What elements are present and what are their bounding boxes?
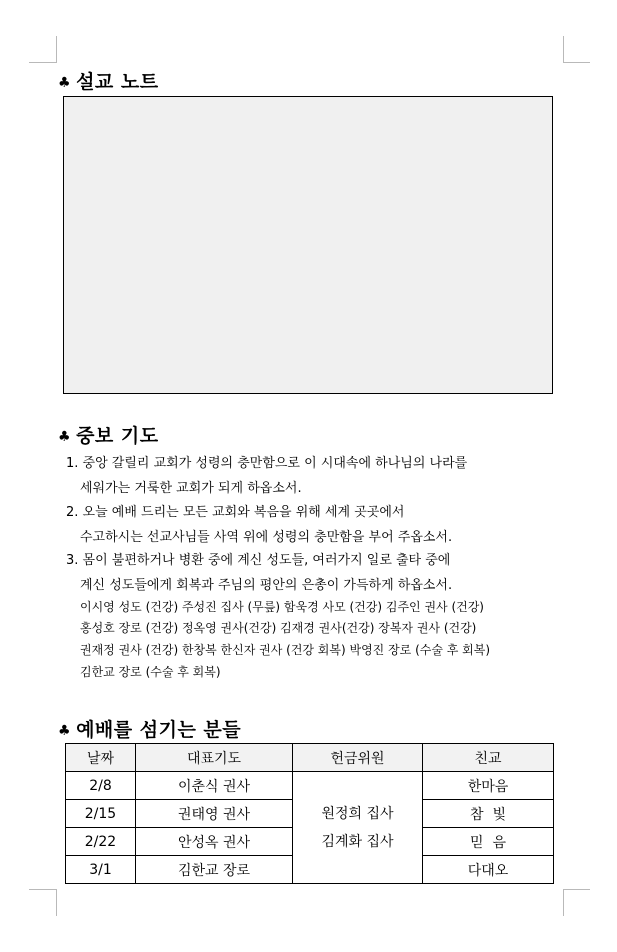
prayer-names-line: 김한교 장로 (수술 후 회복)	[80, 665, 221, 679]
prayer-title: 중보 기도	[76, 425, 159, 447]
table-header-row	[66, 744, 554, 772]
sermon-notes-title: 설교 노트	[76, 71, 159, 93]
prayer-cell: 이춘식 권사	[136, 772, 293, 800]
prayer-cell: 권태영 권사	[136, 800, 293, 828]
date-cell: 2/15	[66, 800, 136, 828]
crop-mark	[29, 889, 56, 890]
header-fellowship: 친교	[423, 744, 554, 772]
prayer-line: 3. 몸이 불편하거나 병환 중에 계신 성도들, 여러가지 일로 출타 중에	[66, 553, 451, 568]
servants-title: 예배를 섬기는 분들	[76, 719, 242, 741]
crop-mark	[563, 62, 590, 63]
date-cell: 2/8	[66, 772, 136, 800]
crop-mark	[56, 889, 57, 916]
crop-mark	[563, 889, 590, 890]
servants-heading	[58, 715, 241, 742]
prayer-line: 수고하시는 선교사님들 사역 위에 성령의 충만함을 부어 주옵소서.	[80, 530, 453, 545]
prayer-names-line: 홍성호 장로 (건강) 정옥영 권사(건강) 김재경 권사(건강) 장복자 권사 (건강)	[80, 621, 477, 635]
header-offering: 헌금위원	[293, 744, 423, 772]
header-prayer: 대표기도	[136, 744, 293, 772]
club-icon: ♣	[58, 429, 72, 445]
date-cell: 3/1	[66, 856, 136, 884]
crop-mark	[56, 36, 57, 63]
prayer-heading	[58, 421, 159, 448]
date-cell: 2/22	[66, 828, 136, 856]
fellowship-cell: 믿 음	[423, 828, 554, 856]
servants-table	[65, 743, 554, 884]
table-row	[66, 772, 554, 800]
offering-name: 원정희 집사	[321, 805, 394, 822]
prayer-cell: 안성옥 권사	[136, 828, 293, 856]
fellowship-cell: 한마음	[423, 772, 554, 800]
sermon-notes-box[interactable]	[63, 96, 553, 394]
prayer-names-line: 권재정 권사 (건강) 한창복 한신자 권사 (건강 회복) 박영진 장로 (수술 후 회복)	[80, 643, 491, 657]
prayer-line: 세워가는 거룩한 교회가 되게 하옵소서.	[80, 481, 302, 496]
sermon-notes-heading	[58, 67, 159, 94]
prayer-line: 1. 중앙 갈릴리 교회가 성령의 충만함으로 이 시대속에 하나님의 나라를	[66, 456, 468, 471]
offering-cell	[293, 772, 423, 884]
prayer-names-line: 이시영 성도 (건강) 주성진 집사 (무릎) 함욱경 사모 (건강) 김주인 권사 (건강)	[80, 600, 484, 614]
club-icon: ♣	[58, 723, 72, 739]
fellowship-cell: 참 빛	[423, 800, 554, 828]
header-date: 날짜	[66, 744, 136, 772]
prayer-cell: 김한교 장로	[136, 856, 293, 884]
crop-mark	[29, 62, 56, 63]
offering-name: 김계화 집사	[321, 833, 394, 850]
prayer-line: 2. 오늘 예배 드리는 모든 교회와 복음을 위해 세계 곳곳에서	[66, 505, 405, 520]
prayer-line: 계신 성도들에게 회복과 주님의 평안의 은총이 가득하게 하옵소서.	[80, 578, 453, 593]
crop-mark	[563, 36, 564, 63]
club-icon: ♣	[58, 75, 72, 91]
fellowship-cell: 다대오	[423, 856, 554, 884]
crop-mark	[563, 889, 564, 916]
